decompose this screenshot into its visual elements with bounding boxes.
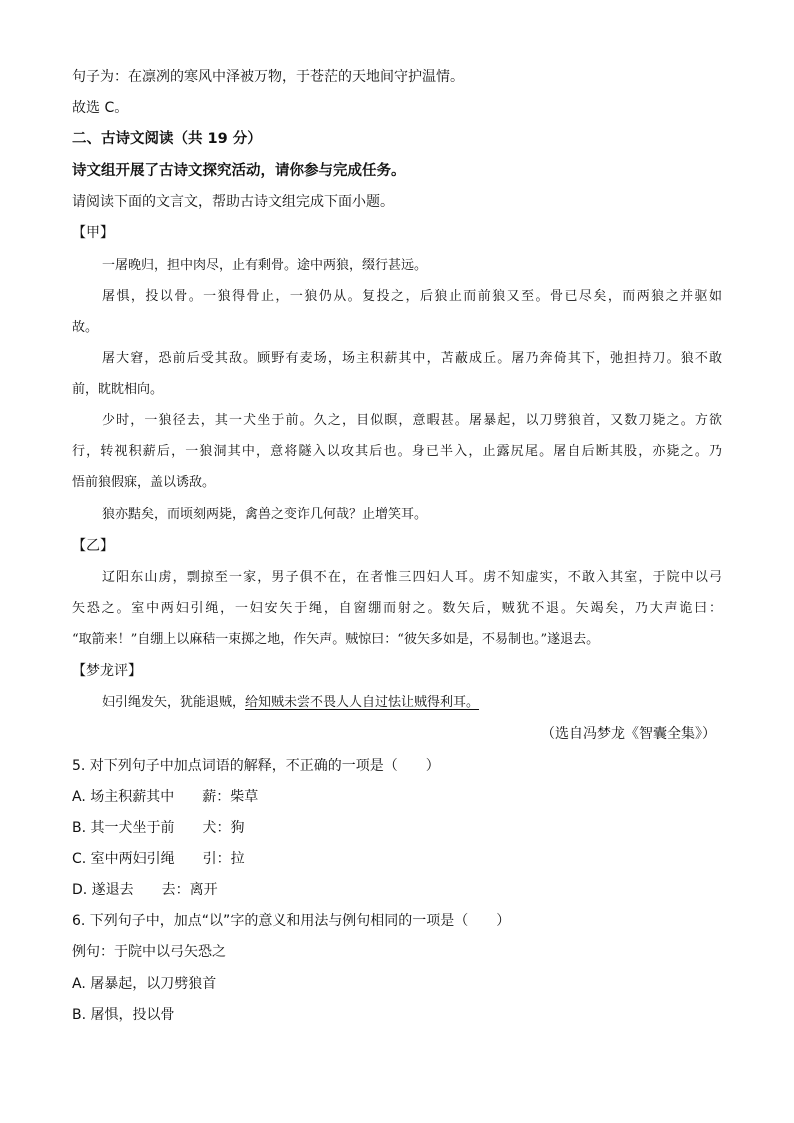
question-5-option-d: D. 遂退去 去：离开 — [72, 882, 218, 898]
question-6-option-a: A. 屠暴起，以刀劈狼首 — [72, 976, 217, 992]
passage-yi-paragraph: 辽阳东山虏，剽掠至一家，男子俱不在，在者惟三四妇人耳。虏不知虚实，不敢入其室，于院中以弓 — [102, 570, 722, 585]
question-5-stem: 5. 对下列句子中加点词语的解释，不正确的一项是（ ） — [72, 758, 440, 774]
passage-jia-paragraph: 狼亦黠矣，而顷刻两毙，禽兽之变诈几何哉？止增笑耳。 — [102, 507, 428, 522]
question-6-option-b: B. 屠惧，投以骨 — [72, 1007, 175, 1023]
passage-jia-paragraph-cont: 前，眈眈相向。 — [72, 382, 164, 397]
question-5-option-b: B. 其一犬坐于前 犬：狗 — [72, 820, 245, 836]
menglong-comment-label: 【梦龙评】 — [72, 663, 142, 679]
passage-jia-paragraph: 屠大窘，恐前后受其敌。顾野有麦场，场主积薪其中，苫蔽成丘。屠乃奔倚其下，弛担持刀。狼不敢 — [102, 351, 722, 366]
menglong-comment-underlined: 给知贼未尝不畏人人自过怯让贼得利耳。 — [245, 695, 480, 710]
passage-yi-paragraph-cont: 矢恐之。室中两妇引绳，一妇安矢于绳，自窗绷而射之。数矢后，贼犹不退。矢竭矣，乃大声诡曰： — [72, 601, 722, 616]
passage-jia-paragraph: 一屠晚归，担中肉尽，止有剩骨。途中两狼，缀行甚远。 — [102, 258, 428, 273]
question-5-option-a: A. 场主积薪其中 薪：柴草 — [72, 789, 259, 805]
answer-choice-line: 故选 C。 — [72, 100, 129, 116]
menglong-comment-text: 妇引绳发矢，犹能退贼， — [102, 695, 246, 710]
question-5-option-c: C. 室中两妇引绳 引：拉 — [72, 851, 245, 867]
section-title: 二、古诗文阅读（共 19 分） — [72, 131, 262, 147]
passage-jia-paragraph-cont: 悟前狼假寐，盖以诱敌。 — [72, 475, 216, 490]
answer-explanation-line: 句子为：在凛冽的寒风中泽被万物，于苍茫的天地间守护温情。 — [72, 69, 464, 85]
task-statement: 诗文组开展了古诗文探究活动，请你参与完成任务。 — [72, 163, 406, 179]
passage-jia-paragraph-cont: 故。 — [72, 320, 99, 335]
source-citation: （选自冯梦龙《智囊全集》） — [541, 726, 716, 742]
passage-jia-paragraph-cont: 行，转视积薪后，一狼洞其中，意将隧入以攻其后也。身已半入，止露尻尾。屠自后断其股，亦毙之。乃 — [72, 444, 722, 459]
menglong-comment — [102, 694, 479, 712]
passage-yi-paragraph-cont: “取箭来！”自绷上以麻秸一束掷之地，作矢声。贼惊曰：“彼矢多如是，不易制也。”遂退去。 — [72, 632, 600, 647]
passage-jia-paragraph: 屠惧，投以骨。一狼得骨止，一狼仍从。复投之，后狼止而前狼又至。骨已尽矣，而两狼之并驱如 — [102, 289, 722, 304]
reading-instruction: 请阅读下面的文言文，帮助古诗文组完成下面小题。 — [72, 194, 394, 210]
passage-yi-label: 【乙】 — [72, 538, 114, 554]
passage-jia-paragraph: 少时，一狼径去，其一犬坐于前。久之，目似瞑，意暇甚。屠暴起，以刀劈狼首，又数刀毙之。方欲 — [102, 413, 722, 428]
passage-jia-label: 【甲】 — [72, 225, 114, 241]
question-6-stem: 6. 下列句子中，加点“以”字的意义和用法与例句相同的一项是（ ） — [72, 913, 511, 929]
question-6-example: 例句：于院中以弓矢恐之 — [72, 944, 226, 960]
